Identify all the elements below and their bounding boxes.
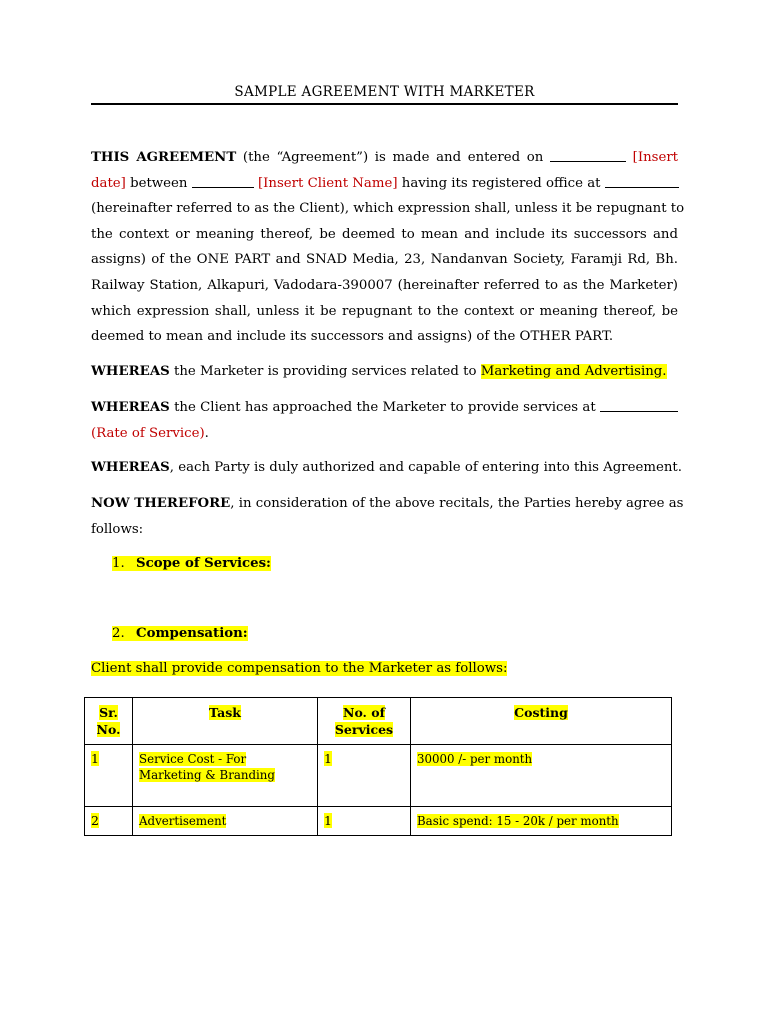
whereas-label: WHEREAS xyxy=(91,400,170,415)
whereas-clause-1 xyxy=(91,362,667,382)
intro-line: assigns) of the ONE PART and SNAD Media, 23, Nandanvan Society, Faramji Rd, Bh. xyxy=(91,252,678,268)
highlighted-service-type: Marketing and Advertising. xyxy=(480,364,667,379)
section-number: 1. xyxy=(112,556,125,571)
intro-line: Railway Station, Alkapuri, Vadodara-390007 (hereinafter referred to as the Marketer) xyxy=(91,277,678,293)
table-row xyxy=(85,807,672,836)
compensation-intro xyxy=(91,659,507,679)
whereas-clause-2 xyxy=(91,395,678,446)
office-blank-line xyxy=(605,174,679,188)
section-heading: Compensation: xyxy=(136,626,248,641)
now-therefore-text: follows: xyxy=(91,521,144,537)
header-costing xyxy=(411,698,672,745)
section-scope-of-services xyxy=(112,556,271,571)
now-therefore-text: , in consideration of the above recitals, the Parties hereby agree as xyxy=(230,496,684,511)
header-no-of-services-text: No. of Services xyxy=(334,705,394,737)
intro-line: deemed to mean and include its successors and assigns) of the OTHER PART. xyxy=(91,329,614,345)
header-costing-text: Costing xyxy=(514,705,568,720)
cell-task xyxy=(133,745,318,807)
now-therefore-label: NOW THEREFORE xyxy=(91,496,231,511)
cell-cost-text: 30000 /- per month xyxy=(417,752,533,766)
whereas-label: WHEREAS xyxy=(91,460,170,475)
cell-sr xyxy=(85,745,133,807)
header-task-text: Task xyxy=(209,705,241,720)
agreement-intro-paragraph xyxy=(91,145,685,350)
cell-task-text: Service Cost - For Marketing & Branding xyxy=(139,752,275,782)
intro-bold-lead: THIS AGREEMENT xyxy=(91,150,237,165)
whereas-tail: . xyxy=(204,425,209,441)
header-no-of-services xyxy=(318,698,411,745)
insert-date-placeholder-end: date] xyxy=(91,175,126,191)
header-task xyxy=(133,698,318,745)
cell-task-text: Advertisement xyxy=(139,814,227,828)
header-sr-no xyxy=(85,698,133,745)
whereas-clause-3 xyxy=(91,458,682,478)
compensation-table xyxy=(84,697,672,836)
section-heading: Scope of Services: xyxy=(136,556,271,571)
table-header-row xyxy=(85,698,672,745)
insert-client-name-placeholder: [Insert Client Name] xyxy=(257,175,398,191)
now-therefore-clause xyxy=(91,491,684,542)
intro-line: the context or meaning thereof, be deemed to mean and include its successors and xyxy=(91,226,678,242)
header-sr-no-text: Sr. No. xyxy=(96,705,121,737)
table-row xyxy=(85,745,672,807)
compensation-intro-text: Client shall provide compensation to the Marketer as follows: xyxy=(91,661,508,676)
cell-cost xyxy=(411,807,672,836)
date-blank-line xyxy=(550,148,626,162)
document-title: SAMPLE AGREEMENT WITH MARKETER xyxy=(91,84,678,105)
cell-sr-text: 1 xyxy=(91,751,99,766)
intro-text: between xyxy=(130,175,188,191)
cell-sr-text: 2 xyxy=(91,813,99,828)
cell-num-text: 1 xyxy=(324,751,332,766)
client-blank-line xyxy=(192,174,254,188)
section-compensation xyxy=(112,626,248,641)
rate-blank-line xyxy=(600,398,678,412)
cell-num-text: 1 xyxy=(324,813,332,828)
rate-of-service-placeholder: (Rate of Service) xyxy=(91,425,205,441)
cell-num xyxy=(318,745,411,807)
section-number: 2. xyxy=(112,626,125,641)
cell-task xyxy=(133,807,318,836)
intro-line: which expression shall, unless it be repugnant to the context or meaning thereof, be xyxy=(91,303,678,319)
whereas-text: the Client has approached the Marketer to provide services at xyxy=(174,400,596,415)
cell-num xyxy=(318,807,411,836)
whereas-text: the Marketer is providing services related to xyxy=(173,364,477,379)
whereas-label: WHEREAS xyxy=(91,364,170,379)
intro-text: having its registered office at xyxy=(401,175,601,191)
cell-cost xyxy=(411,745,672,807)
insert-date-placeholder-start: [Insert xyxy=(632,150,679,165)
cell-sr xyxy=(85,807,133,836)
intro-text: (the “Agreement”) is made and entered on xyxy=(242,150,544,165)
whereas-text: , each Party is duly authorized and capable of entering into this Agreement. xyxy=(169,460,682,475)
intro-line: (hereinafter referred to as the Client), which expression shall, unless it be repugnant to xyxy=(91,201,685,217)
cell-cost-text: Basic spend: 15 - 20k / per month xyxy=(417,814,619,828)
